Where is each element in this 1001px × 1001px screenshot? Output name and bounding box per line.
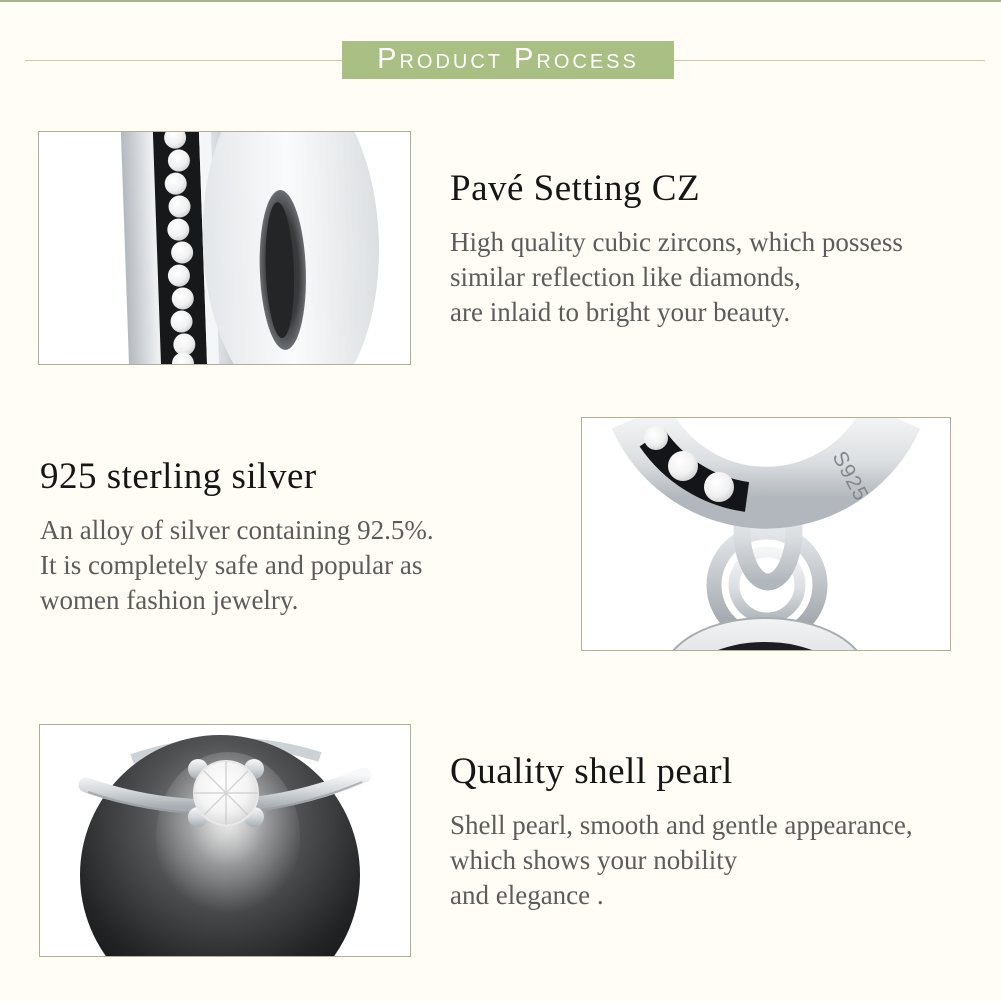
section-925-sterling-silver [40, 455, 585, 618]
section-body-line: It is completely safe and popular as [40, 550, 423, 580]
section-body-line: women fashion jewelry. [40, 585, 299, 615]
shell-pearl-ring-illustration [40, 725, 410, 956]
pave-cz-spacer-illustration [39, 132, 410, 364]
header-band [342, 41, 674, 79]
section-body-line: An alloy of silver containing 92.5%. [40, 515, 434, 545]
section-heading: Pavé Setting CZ [450, 168, 701, 209]
section-heading: 925 sterling silver [40, 456, 317, 497]
page-top-border [0, 0, 1001, 2]
section-body-line: High quality cubic zircons, which possess [450, 227, 903, 257]
section-body-line: and elegance . [450, 880, 604, 910]
charm-bail-photo [581, 417, 951, 651]
section-quality-shell-pearl [450, 750, 1001, 913]
section-body-line: similar reflection like diamonds, [450, 262, 801, 292]
charm-bail-illustration [582, 418, 950, 650]
page-title: Product Process [377, 42, 639, 75]
section-body-line: Shell pearl, smooth and gentle appearance, [450, 810, 913, 840]
s925-engraving: S925 [827, 447, 873, 506]
section-body-line: which shows your nobility [450, 845, 738, 875]
section-body-line: are inlaid to bright your beauty. [450, 297, 791, 327]
shell-pearl-ring-photo [39, 724, 411, 957]
section-heading: Quality shell pearl [450, 751, 733, 792]
pave-cz-spacer-photo [38, 131, 411, 365]
section-pave-setting-cz [450, 167, 995, 330]
